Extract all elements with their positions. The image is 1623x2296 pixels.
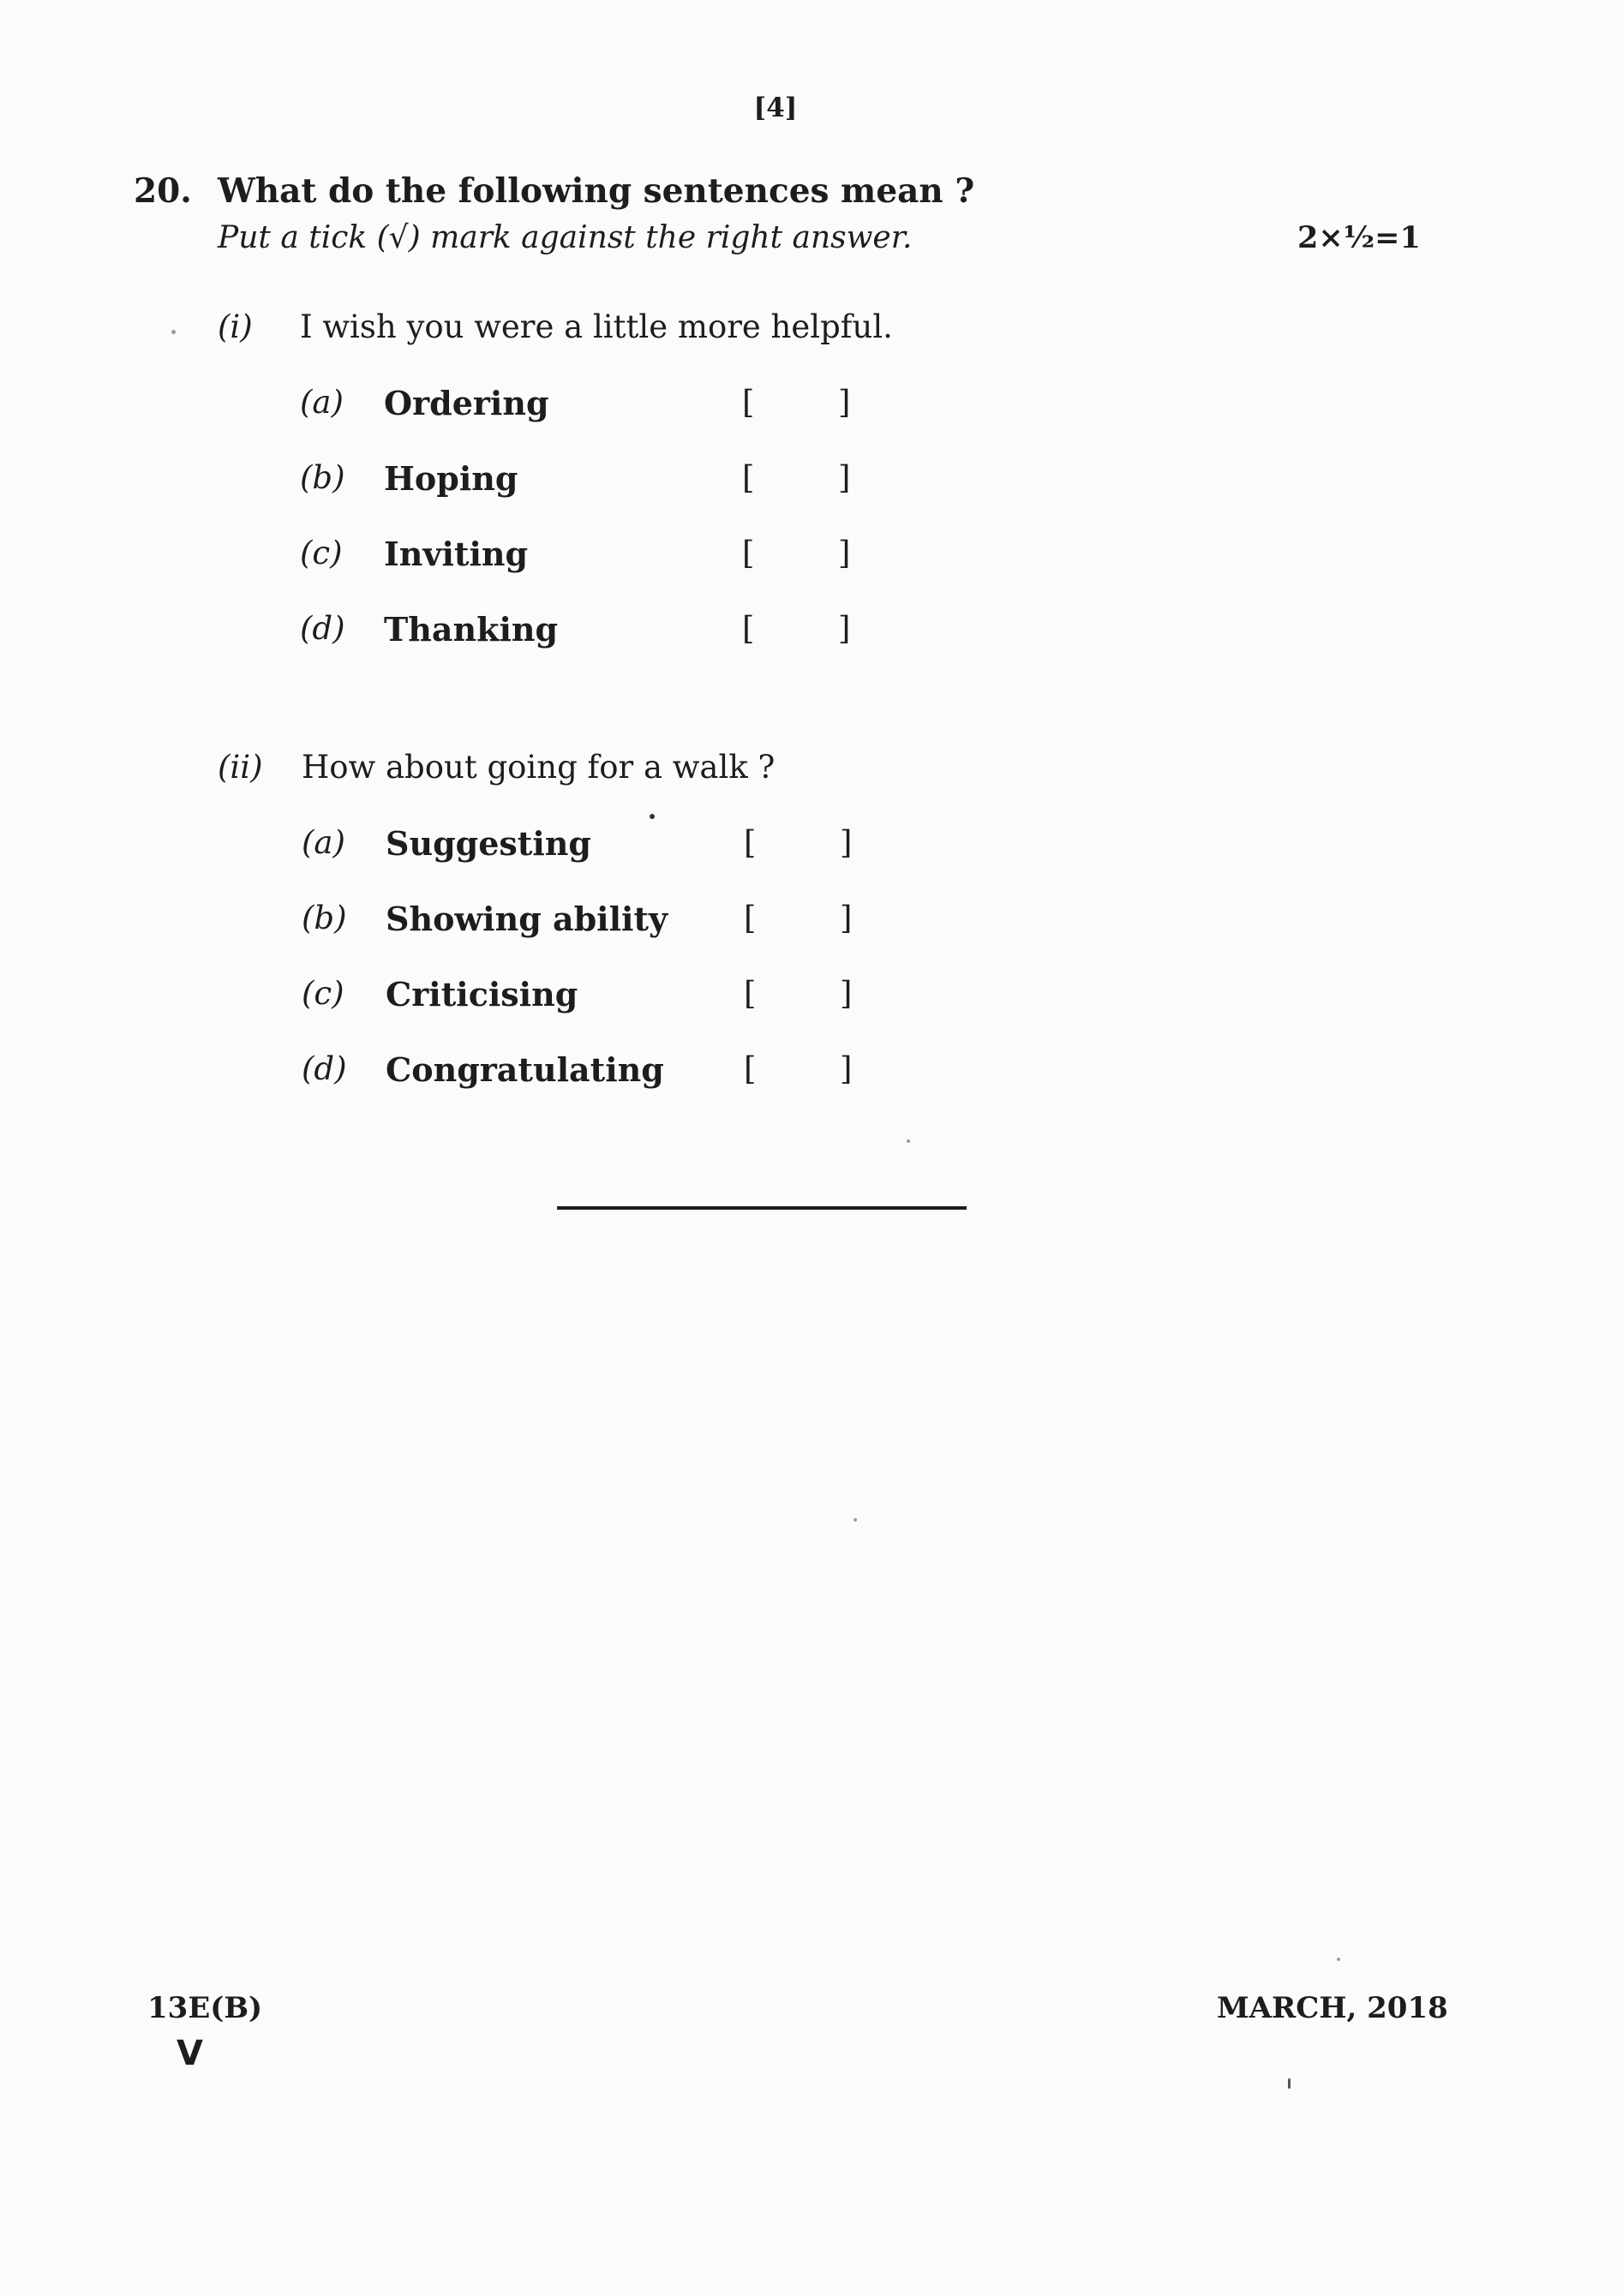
answer-box-close: ] (838, 459, 851, 496)
option-letter: (a) (302, 824, 345, 861)
scan-speck (853, 1518, 857, 1522)
answer-box-close: ] (840, 1050, 853, 1087)
answer-box-close: ] (840, 824, 853, 861)
answer-box-open[interactable]: [ (744, 975, 757, 1012)
sub-question-sentence: I wish you were a little more helpful. (300, 308, 893, 345)
scan-speck (650, 814, 655, 819)
section-divider (557, 1206, 967, 1210)
answer-box-open[interactable]: [ (742, 610, 755, 647)
answer-box-open[interactable]: [ (742, 459, 755, 496)
option-text: Hoping (384, 459, 518, 498)
option-letter: (b) (302, 900, 347, 936)
answer-box-close: ] (838, 384, 851, 421)
answer-box-open[interactable]: [ (742, 384, 755, 421)
exam-date: MARCH, 2018 (1217, 1991, 1448, 2025)
option-text: Suggesting (386, 824, 591, 863)
answer-box-open[interactable]: [ (744, 1050, 757, 1087)
option-text: Ordering (384, 384, 549, 422)
answer-box-close: ] (840, 975, 853, 1012)
answer-box-open[interactable]: [ (742, 535, 755, 571)
scan-speck (1337, 1958, 1340, 1961)
sub-question-label: (i) (218, 308, 253, 345)
answer-box-close: ] (838, 610, 851, 647)
question-number: 20. (134, 171, 192, 211)
option-letter: (d) (300, 610, 345, 647)
answer-box-open[interactable]: [ (744, 900, 757, 936)
page-number: [4] (753, 93, 798, 123)
answer-box-close: ] (838, 535, 851, 571)
scan-speck (171, 330, 176, 334)
option-text: Inviting (384, 535, 529, 573)
option-letter: (a) (300, 384, 344, 421)
option-text: Showing ability (386, 900, 668, 938)
answer-box-close: ] (840, 900, 853, 936)
sub-question-sentence: How about going for a walk ? (302, 749, 776, 786)
answer-box-open[interactable]: [ (744, 824, 757, 861)
question-marks: 2×½=1 (1297, 220, 1421, 255)
option-letter: (c) (300, 535, 343, 571)
option-letter: (d) (302, 1050, 347, 1087)
question-instruction: Put a tick (√) mark against the right answer. (218, 220, 913, 255)
sub-question-label: (ii) (218, 749, 263, 786)
option-text: Criticising (386, 975, 578, 1013)
scan-speck (1288, 2078, 1291, 2089)
option-text: Congratulating (386, 1050, 664, 1089)
option-letter: (b) (300, 459, 345, 496)
paper-code: 13E(B) (147, 1991, 263, 2025)
option-letter: (c) (302, 975, 344, 1012)
option-text: Thanking (384, 610, 559, 649)
scan-speck (907, 1139, 910, 1143)
question-text: What do the following sentences mean ? (218, 171, 975, 211)
paper-set: V (177, 2034, 203, 2073)
